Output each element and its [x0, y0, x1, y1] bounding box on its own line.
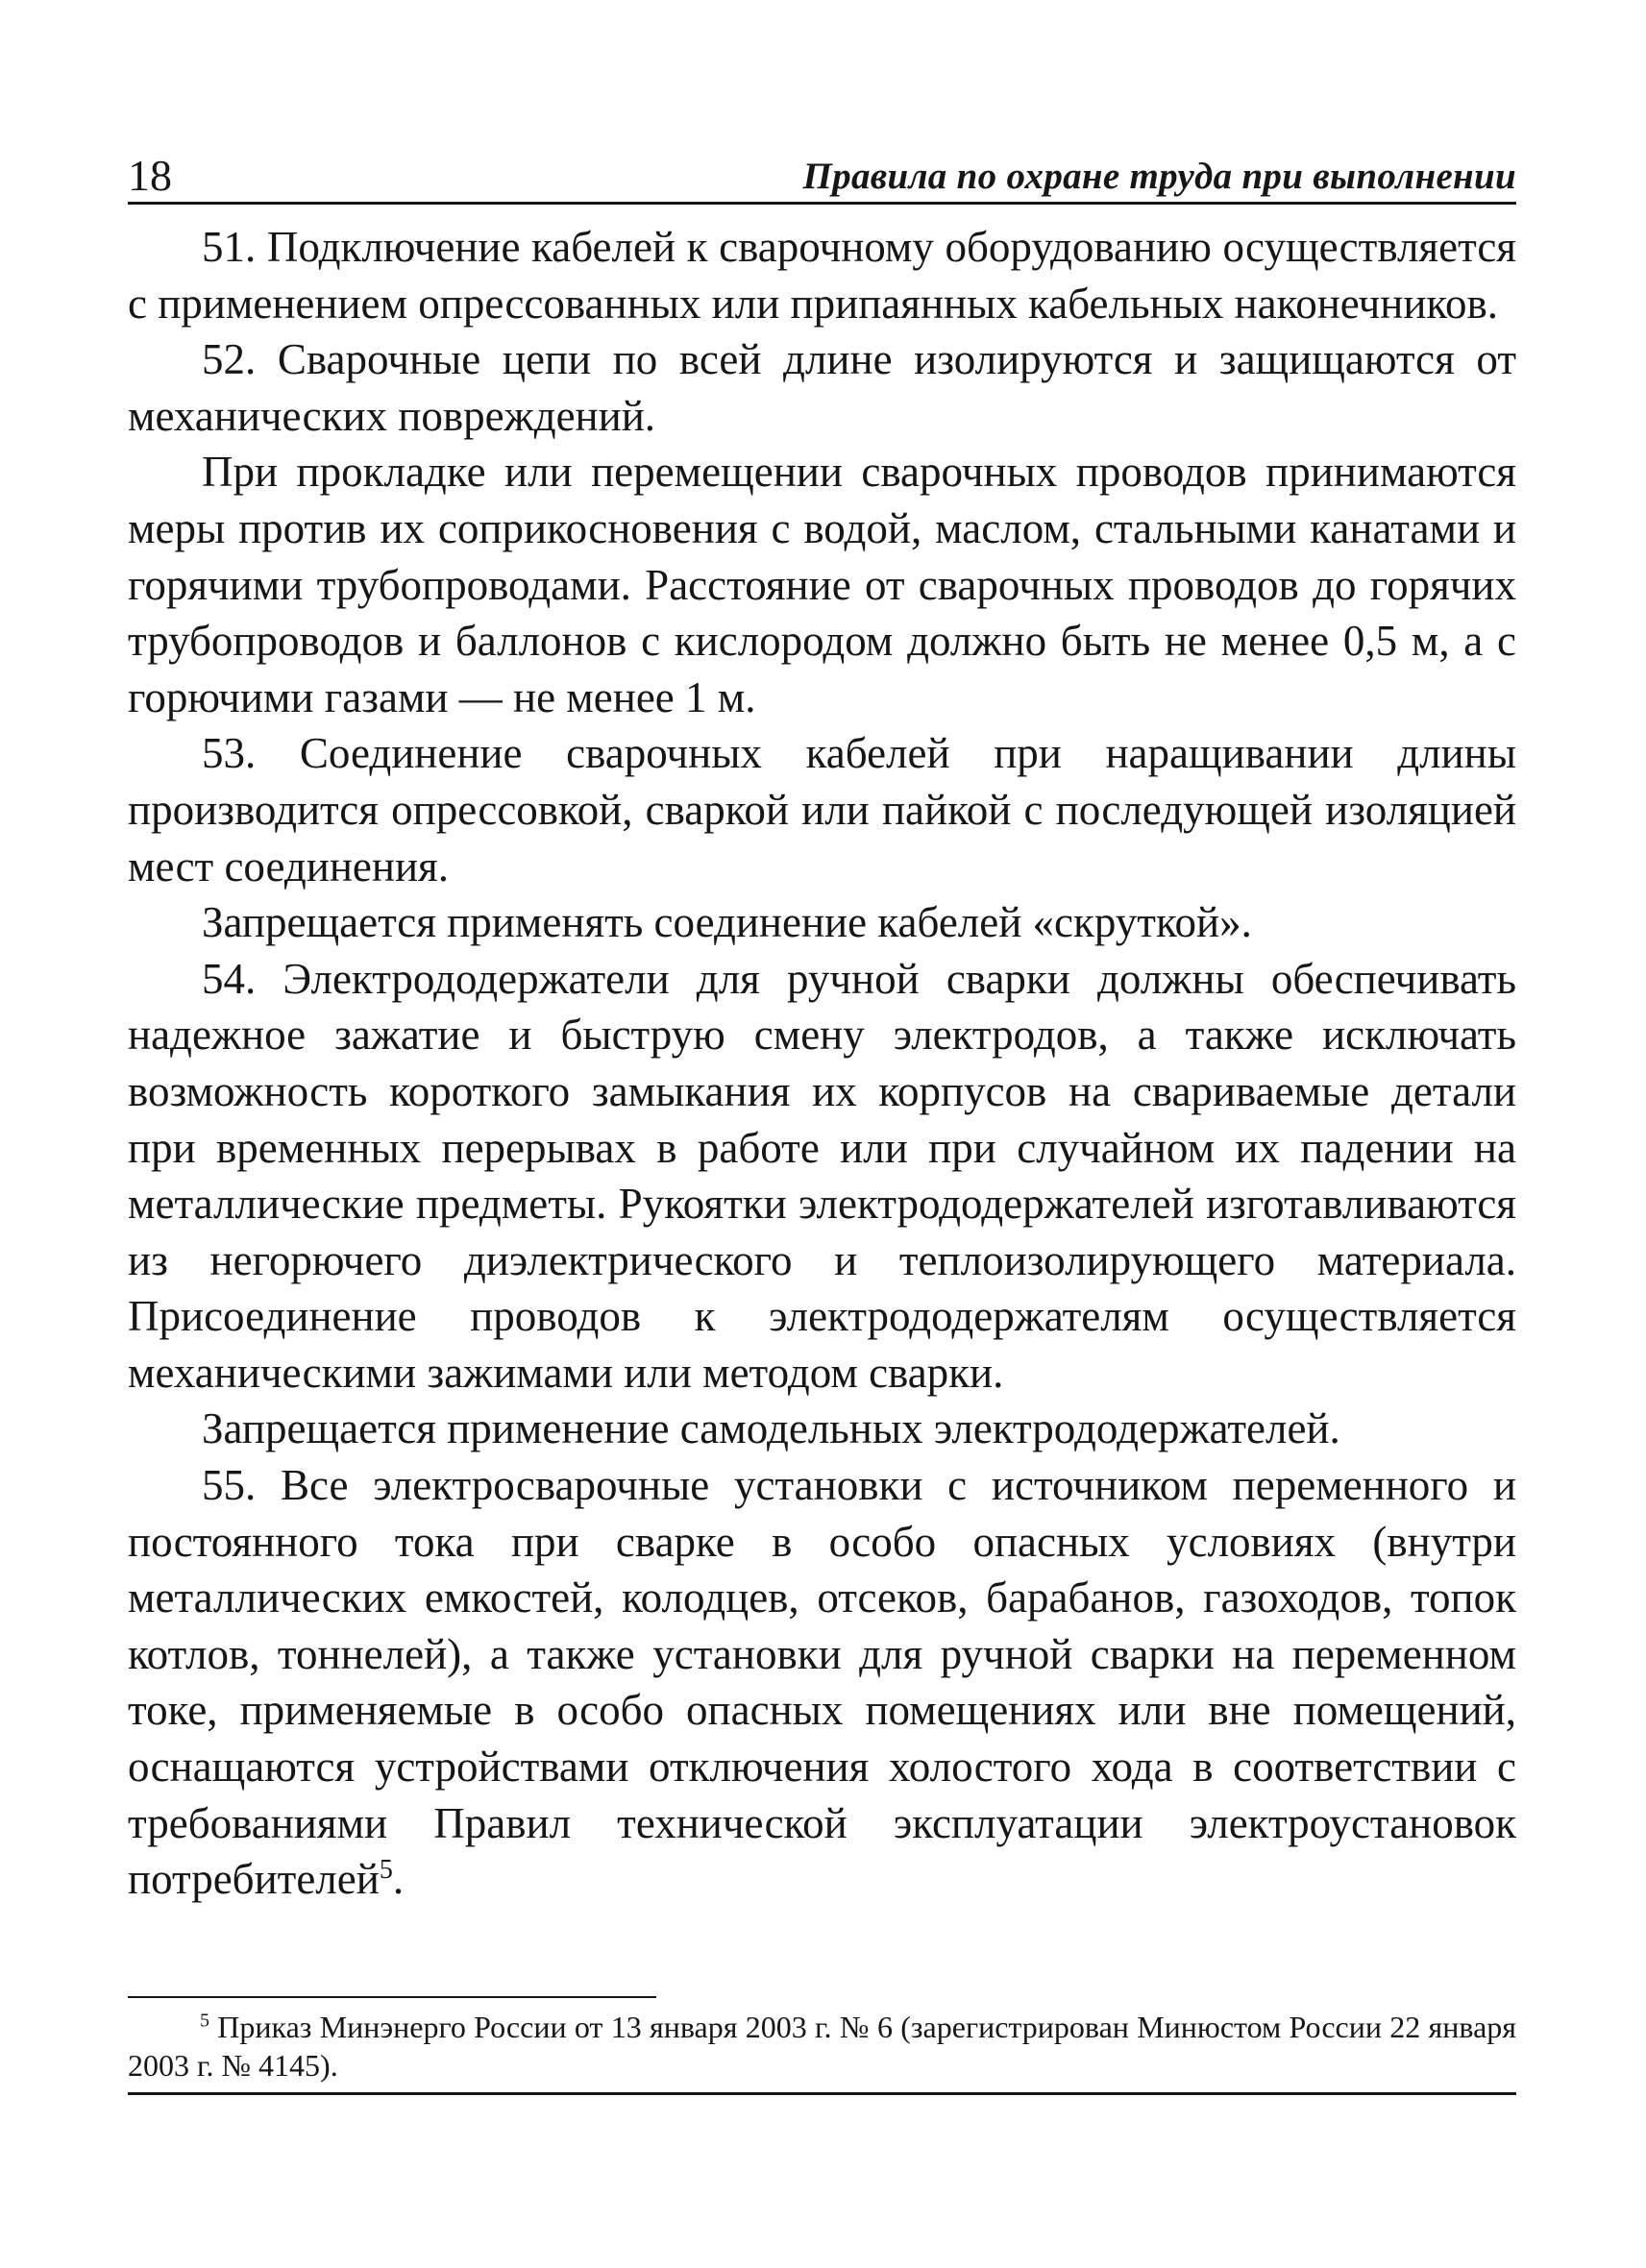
footnote-marker: 5 — [200, 2010, 209, 2032]
paragraph-55 — [128, 1457, 1516, 1908]
body-text — [128, 219, 1516, 1908]
paragraph-55-text: 55. Все электросварочные установки с источником переменного и постоянного тока при сварке в особо опасных условиях (внутри металлических емкостей, колодцев, отсеков, барабанов, газоходов, топок котлов, тоннелей), а также установки для ручной сварки на переменном токе, применяемые в особо опасных помещениях или вне помещений, оснащаются устройствами отключения холостого хода в соответствии с требованиями Правил технической эксплуатации электроустановок потребителей — [128, 1461, 1516, 1904]
footnote-reference: 5 — [379, 1855, 393, 1886]
paragraph-51: 51. Подключение кабелей к сварочному оборудованию осуществляется с применением опрессованных или припаянных кабельных наконечников. — [128, 223, 1516, 328]
footnote — [128, 2008, 1516, 2085]
paragraph-52: 52. Сварочные цепи по всей длине изолируются и защищаются от механических повреждений. — [128, 335, 1516, 440]
bottom-rule — [128, 2092, 1516, 2095]
paragraph-53: 53. Соединение сварочных кабелей при наращивании длины производится опрессовкой, сваркой или пайкой с последующей изоляцией мест соединения. — [128, 729, 1516, 890]
page-header — [128, 142, 1516, 205]
paragraph-52-wires: При прокладке или перемещении сварочных проводов принимаются меры против их соприкосновения с водой, маслом, стальными канатами и горячими трубопроводами. Расстояние от сварочных проводов до горячих трубопроводов и баллонов с кислородом должно быть не менее 0,5 м, а с горючими газами — не менее 1 м. — [128, 448, 1516, 721]
paragraph-54-prohibition: Запрещается применение самодельных электрододержателей. — [202, 1404, 1340, 1453]
running-head: Правила по охране труда при выполнении — [802, 156, 1516, 197]
footnote-text: Приказ Минэнерго России от 13 января 2003 г. № 6 (зарегистрирован Минюстом России 22 января 2003 г. № 4145). — [128, 2010, 1517, 2083]
footnote-separator — [128, 1996, 656, 1998]
page-number: 18 — [128, 151, 172, 200]
paragraph-55-end: . — [392, 1855, 405, 1904]
paragraph-53-prohibition: Запрещается применять соединение кабелей «скруткой». — [202, 898, 1252, 947]
paragraph-54: 54. Электрододержатели для ручной сварки должны обеспечивать надежное зажатие и быструю смену электродов, а также исключать возможность короткого замыкания их корпусов на свариваемые детали при временных перерывах в работе или при случайном их падении на металлические предметы. Рукоятки электрододержателей изготавливаются из негорючего диэлектрического и теплоизолирующего материала. Присоединение проводов к электрододержателям осуществляется механическими зажимами или методом сварки. — [128, 954, 1516, 1397]
